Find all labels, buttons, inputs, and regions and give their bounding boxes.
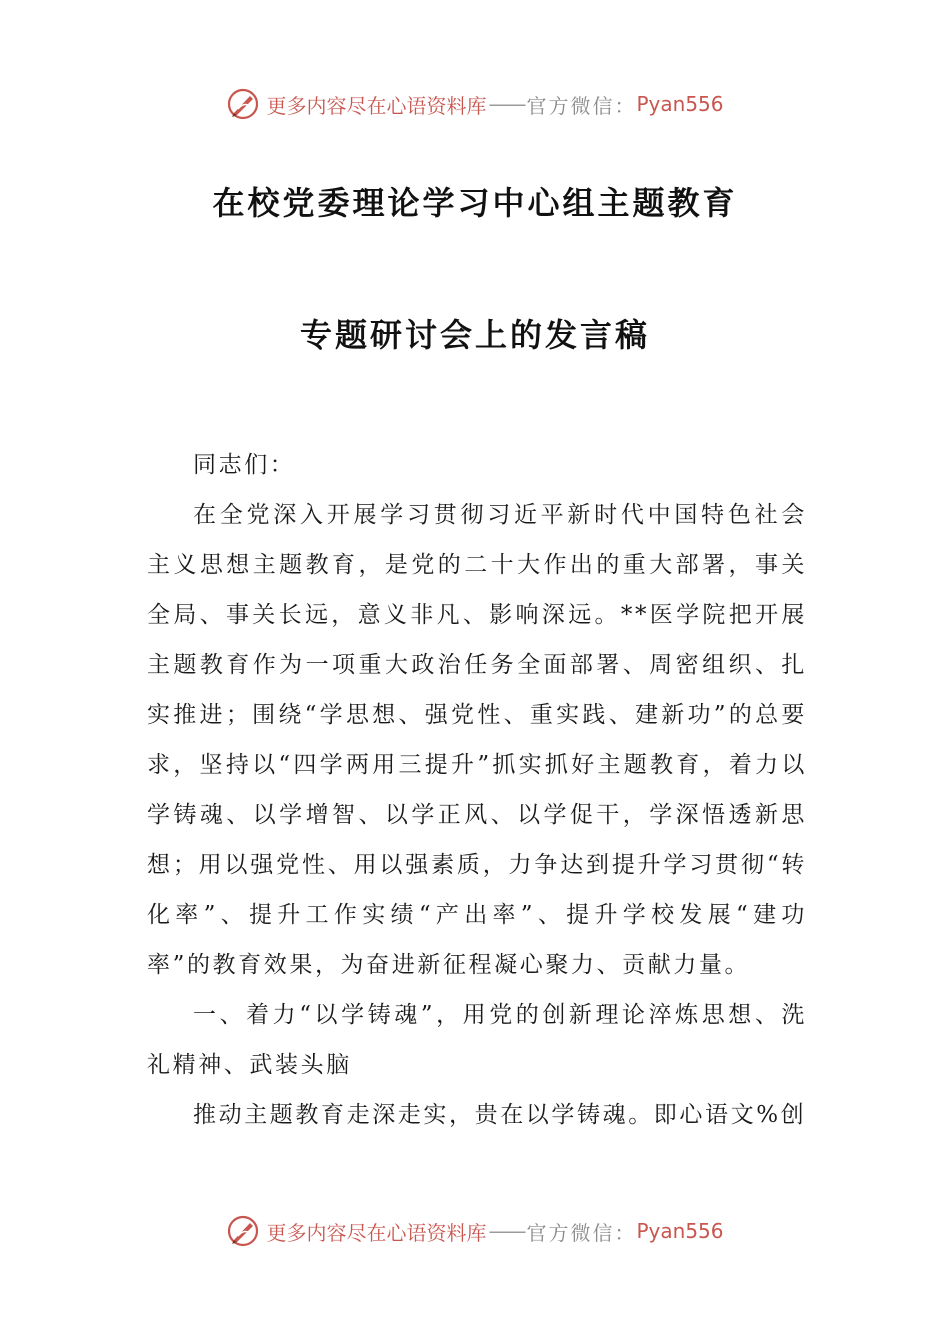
section-heading-1: 一、着力“以学铸魂”，用党的创新理论淬炼思想、洗礼精神、武装头脑	[147, 1002, 807, 1078]
header-watermark-banner	[0, 84, 950, 124]
salutation-paragraph: 同志们：	[193, 452, 296, 478]
banner-separator: ——	[488, 1219, 525, 1243]
document-body	[147, 440, 807, 1140]
banner-separator: ——	[488, 92, 525, 116]
section-paragraph-1: 推动主题教育走深走实，贵在以学铸魂。即心语文%创	[193, 1102, 807, 1128]
banner-wechat-id: Pyan556	[636, 92, 724, 116]
footer-watermark-banner	[0, 1211, 950, 1251]
pen-logo-icon	[226, 87, 260, 121]
pen-logo-icon	[226, 1214, 260, 1248]
document-title-line1: 在校党委理论学习中心组主题教育	[212, 184, 738, 222]
banner-text: 更多内容尽在心语资料库	[266, 1220, 487, 1245]
intro-paragraph: 在全党深入开展学习贯彻习近平新时代中国特色社会主义思想主题教育，是党的二十大作出的重大部署，事关全局、事关长远，意义非凡、影响深远。**医学院把开展主题教育作为一项重大政治任务全面部署、周密组织、扎实推进；围绕“学思想、强党性、重实践、建新功”的总要求，坚持以“四学两用三提升”抓实抓好主题教育，着力以学铸魂、以学增智、以学正风、以学促干，学深悟透新思想；用以强党性、用以强素质，力争达到提升学习贯彻“转化率”、提升工作实绩“产出率”、提升学校发展“建功率”的教育效果，为奋进新征程凝心聚力、贡献力量。	[147, 502, 807, 978]
banner-text: 更多内容尽在心语资料库	[266, 93, 487, 118]
banner-official-label: 官方微信：	[526, 1220, 637, 1245]
document-title-line2: 专题研讨会上的发言稿	[299, 316, 650, 354]
banner-wechat-id: Pyan556	[636, 1219, 724, 1243]
banner-official-label: 官方微信：	[526, 93, 637, 118]
